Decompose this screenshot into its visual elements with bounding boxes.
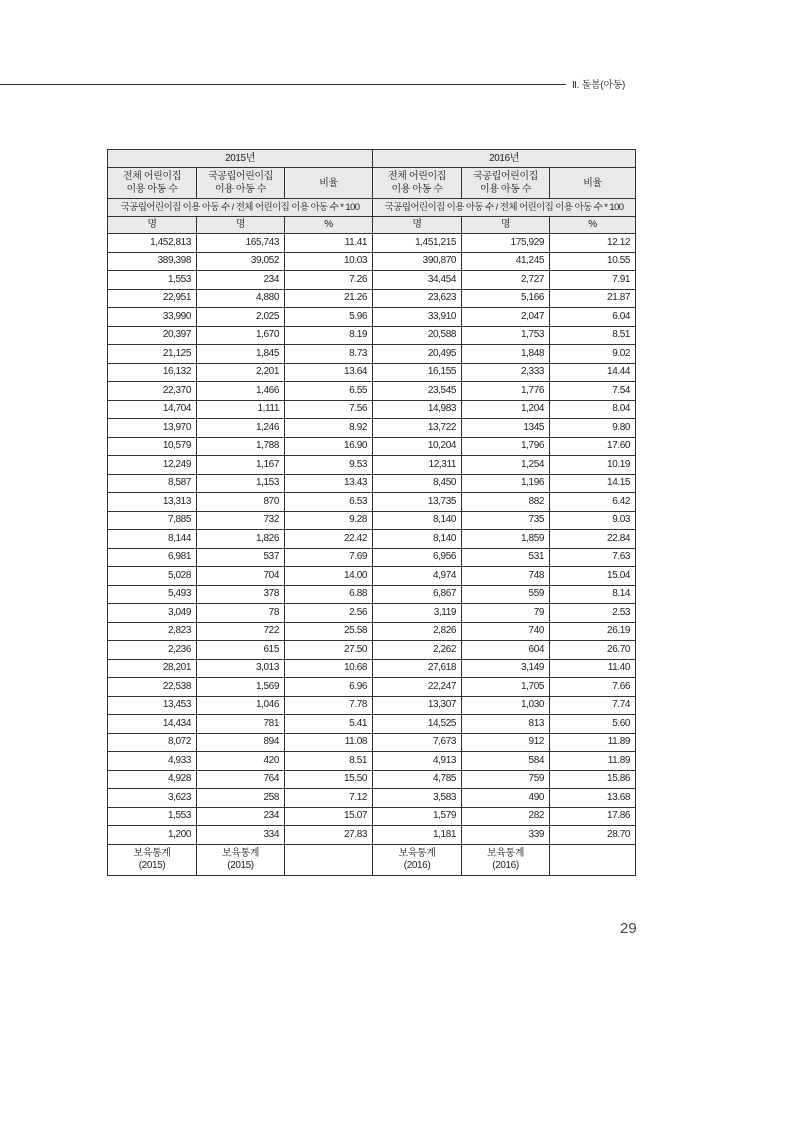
table-cell: 722 [197, 622, 285, 641]
table-cell: 1,826 [197, 530, 285, 549]
unit-cell: 명 [373, 217, 462, 234]
table-cell: 2,236 [108, 641, 197, 660]
table-cell: 882 [462, 493, 550, 512]
table-cell: 41,245 [462, 252, 550, 271]
table-cell: 5,028 [108, 567, 197, 586]
year-2015-header: 2015년 [108, 150, 373, 168]
table-cell: 8.51 [550, 326, 636, 345]
col-header-public-2016: 국공립어린이집 이용 아동 수 [462, 168, 550, 199]
table-row [108, 437, 636, 456]
unit-cell: 명 [462, 217, 550, 234]
table-cell: 16,155 [373, 363, 462, 382]
table-cell: 420 [197, 752, 285, 771]
table-cell: 14.15 [550, 474, 636, 493]
table-cell: 12,249 [108, 456, 197, 475]
table-cell: 1,466 [197, 382, 285, 401]
unit-cell: % [285, 217, 373, 234]
table-cell: 490 [462, 789, 550, 808]
table-cell: 10,579 [108, 437, 197, 456]
table-cell: 1,776 [462, 382, 550, 401]
table-cell: 2,826 [373, 622, 462, 641]
table-row [108, 696, 636, 715]
table-cell: 1,181 [373, 826, 462, 845]
table-cell: 5.96 [285, 308, 373, 327]
table-cell: 26.70 [550, 641, 636, 660]
table-cell: 1,153 [197, 474, 285, 493]
table-cell: 1,579 [373, 807, 462, 826]
table-cell: 4,974 [373, 567, 462, 586]
table-row [108, 363, 636, 382]
table-cell: 615 [197, 641, 285, 660]
table-cell: 10.68 [285, 659, 373, 678]
table-cell: 22,951 [108, 289, 197, 308]
table-cell: 14,434 [108, 715, 197, 734]
table-row [108, 326, 636, 345]
table-cell: 584 [462, 752, 550, 771]
table-cell: 5.41 [285, 715, 373, 734]
table-cell: 14,704 [108, 400, 197, 419]
table-cell: 6.88 [285, 585, 373, 604]
table-cell: 10.03 [285, 252, 373, 271]
table-cell: 732 [197, 511, 285, 530]
table-cell: 1,246 [197, 419, 285, 438]
table-row [108, 289, 636, 308]
source-cell [550, 844, 636, 875]
table-cell: 1,796 [462, 437, 550, 456]
table-row [108, 715, 636, 734]
unit-cell: 명 [108, 217, 197, 234]
table-cell: 175,929 [462, 234, 550, 253]
table-cell: 13.43 [285, 474, 373, 493]
table-cell: 1,569 [197, 678, 285, 697]
table-cell: 1,845 [197, 345, 285, 364]
table-cell: 9.53 [285, 456, 373, 475]
table-cell: 10.19 [550, 456, 636, 475]
table-cell: 13,722 [373, 419, 462, 438]
table-cell: 6.55 [285, 382, 373, 401]
table-cell: 870 [197, 493, 285, 512]
table-cell: 22,247 [373, 678, 462, 697]
table-cell: 8,140 [373, 530, 462, 549]
table-cell: 7.63 [550, 548, 636, 567]
table-row [108, 567, 636, 586]
table-cell: 282 [462, 807, 550, 826]
table-row [108, 345, 636, 364]
table-row [108, 308, 636, 327]
table-cell: 21.87 [550, 289, 636, 308]
table-cell: 12,311 [373, 456, 462, 475]
table-cell: 390,870 [373, 252, 462, 271]
table-cell: 8.73 [285, 345, 373, 364]
table-cell: 6,956 [373, 548, 462, 567]
table-cell: 3,049 [108, 604, 197, 623]
table-cell: 4,880 [197, 289, 285, 308]
table-cell: 813 [462, 715, 550, 734]
table-cell: 735 [462, 511, 550, 530]
column-header-row [108, 168, 636, 199]
table-cell: 27.50 [285, 641, 373, 660]
table-cell: 9.03 [550, 511, 636, 530]
table-row [108, 807, 636, 826]
table-cell: 8.14 [550, 585, 636, 604]
formula-2016: 국공립어린이집 이용 아동 수 / 전체 어린이집 이용 아동 수 * 100 [373, 199, 636, 217]
table-cell: 234 [197, 807, 285, 826]
table-row [108, 419, 636, 438]
table-cell: 9.80 [550, 419, 636, 438]
table-cell: 1,705 [462, 678, 550, 697]
table-cell: 21.26 [285, 289, 373, 308]
table-cell: 8,144 [108, 530, 197, 549]
source-cell: 보육통계 (2016) [462, 844, 550, 875]
table-cell: 4,785 [373, 770, 462, 789]
table-cell: 1,200 [108, 826, 197, 845]
table-cell: 7.74 [550, 696, 636, 715]
table-cell: 28,201 [108, 659, 197, 678]
table-cell: 15.86 [550, 770, 636, 789]
table-cell: 8.19 [285, 326, 373, 345]
table-cell: 7.69 [285, 548, 373, 567]
source-row [108, 844, 636, 875]
table-row [108, 548, 636, 567]
table-cell: 27.83 [285, 826, 373, 845]
table-cell: 13.64 [285, 363, 373, 382]
table-cell: 2.53 [550, 604, 636, 623]
table-cell: 1,046 [197, 696, 285, 715]
table-cell: 4,913 [373, 752, 462, 771]
statistics-table [107, 149, 636, 876]
table-cell: 11.89 [550, 752, 636, 771]
table-cell: 13.68 [550, 789, 636, 808]
table-cell: 25.58 [285, 622, 373, 641]
table-cell: 20,397 [108, 326, 197, 345]
table-row [108, 641, 636, 660]
table-row [108, 585, 636, 604]
year-header-row [108, 150, 636, 168]
table-row [108, 752, 636, 771]
table-cell: 11.89 [550, 733, 636, 752]
col-header-total-2015: 전체 어린이집 이용 아동 수 [108, 168, 197, 199]
table-cell: 537 [197, 548, 285, 567]
table-row [108, 400, 636, 419]
table-cell: 33,990 [108, 308, 197, 327]
table-cell: 7.26 [285, 271, 373, 290]
table-cell: 1345 [462, 419, 550, 438]
table-cell: 1,451,215 [373, 234, 462, 253]
formula-row [108, 199, 636, 217]
table-cell: 13,970 [108, 419, 197, 438]
col-header-ratio-2016: 비율 [550, 168, 636, 199]
table-cell: 1,030 [462, 696, 550, 715]
table-cell: 11.08 [285, 733, 373, 752]
table-cell: 3,623 [108, 789, 197, 808]
table-cell: 8.51 [285, 752, 373, 771]
source-cell: 보육통계 (2016) [373, 844, 462, 875]
col-header-ratio-2015: 비율 [285, 168, 373, 199]
table-cell: 604 [462, 641, 550, 660]
table-cell: 26.19 [550, 622, 636, 641]
table-cell: 20,588 [373, 326, 462, 345]
table-row [108, 252, 636, 271]
table-cell: 3,583 [373, 789, 462, 808]
table-cell: 2,047 [462, 308, 550, 327]
unit-row [108, 217, 636, 234]
table-cell: 13,453 [108, 696, 197, 715]
table-cell: 7.66 [550, 678, 636, 697]
table-cell: 5,166 [462, 289, 550, 308]
table-cell: 1,196 [462, 474, 550, 493]
table-cell: 1,553 [108, 271, 197, 290]
table-cell: 14.00 [285, 567, 373, 586]
table-cell: 3,149 [462, 659, 550, 678]
table-cell: 759 [462, 770, 550, 789]
table-cell: 7.56 [285, 400, 373, 419]
unit-cell: % [550, 217, 636, 234]
table-cell: 8,072 [108, 733, 197, 752]
table-cell: 258 [197, 789, 285, 808]
table-cell: 8,587 [108, 474, 197, 493]
table-row [108, 659, 636, 678]
table-cell: 2,025 [197, 308, 285, 327]
table-row [108, 826, 636, 845]
table-cell: 3,119 [373, 604, 462, 623]
table-row [108, 770, 636, 789]
table-cell: 912 [462, 733, 550, 752]
table-cell: 23,545 [373, 382, 462, 401]
table-cell: 1,553 [108, 807, 197, 826]
table-cell: 33,910 [373, 308, 462, 327]
table-cell: 6,981 [108, 548, 197, 567]
table-cell: 1,452,813 [108, 234, 197, 253]
table-cell: 389,398 [108, 252, 197, 271]
table-cell: 1,111 [197, 400, 285, 419]
table-cell: 1,753 [462, 326, 550, 345]
table-cell: 3,013 [197, 659, 285, 678]
table-cell: 1,859 [462, 530, 550, 549]
table-cell: 740 [462, 622, 550, 641]
table-cell: 13,735 [373, 493, 462, 512]
table-cell: 5.60 [550, 715, 636, 734]
table-cell: 781 [197, 715, 285, 734]
year-2016-header: 2016년 [373, 150, 636, 168]
chapter-title: Ⅱ. 돌봄(아동) [572, 80, 626, 91]
table-cell: 34,454 [373, 271, 462, 290]
col-header-public-2015: 국공립어린이집 이용 아동 수 [197, 168, 285, 199]
table-row [108, 382, 636, 401]
table-cell: 2,333 [462, 363, 550, 382]
table-row [108, 789, 636, 808]
table-cell: 6.04 [550, 308, 636, 327]
table-row [108, 530, 636, 549]
table-cell: 8,450 [373, 474, 462, 493]
table-cell: 28.70 [550, 826, 636, 845]
table-cell: 6.53 [285, 493, 373, 512]
table-cell: 9.28 [285, 511, 373, 530]
table-cell: 704 [197, 567, 285, 586]
table-cell: 22,538 [108, 678, 197, 697]
table-row [108, 622, 636, 641]
table-cell: 4,933 [108, 752, 197, 771]
table-cell: 10,204 [373, 437, 462, 456]
table-cell: 15.04 [550, 567, 636, 586]
table-cell: 11.40 [550, 659, 636, 678]
table-cell: 14.44 [550, 363, 636, 382]
table-cell: 8.92 [285, 419, 373, 438]
unit-cell: 명 [197, 217, 285, 234]
table-cell: 6.96 [285, 678, 373, 697]
table-row [108, 493, 636, 512]
table-cell: 8,140 [373, 511, 462, 530]
table-cell: 22,370 [108, 382, 197, 401]
table-cell: 1,788 [197, 437, 285, 456]
table-row [108, 456, 636, 475]
table-cell: 4,928 [108, 770, 197, 789]
table-cell: 2,727 [462, 271, 550, 290]
table-cell: 6,867 [373, 585, 462, 604]
header-rule [0, 84, 566, 85]
table-row [108, 733, 636, 752]
table-row [108, 234, 636, 253]
table-cell: 16.90 [285, 437, 373, 456]
table-cell: 21,125 [108, 345, 197, 364]
table-cell: 22.42 [285, 530, 373, 549]
table-cell: 9.02 [550, 345, 636, 364]
table-cell: 7.54 [550, 382, 636, 401]
table-cell: 7,673 [373, 733, 462, 752]
table-cell: 6.42 [550, 493, 636, 512]
table-cell: 20,495 [373, 345, 462, 364]
table-cell: 7,885 [108, 511, 197, 530]
table-cell: 339 [462, 826, 550, 845]
table-row [108, 604, 636, 623]
table-cell: 16,132 [108, 363, 197, 382]
table-cell: 13,313 [108, 493, 197, 512]
table-cell: 764 [197, 770, 285, 789]
table-cell: 559 [462, 585, 550, 604]
table-cell: 1,254 [462, 456, 550, 475]
source-cell: 보육통계 (2015) [108, 844, 197, 875]
table-cell: 27,618 [373, 659, 462, 678]
table-row [108, 511, 636, 530]
table-cell: 13,307 [373, 696, 462, 715]
table-cell: 17.60 [550, 437, 636, 456]
table-cell: 8.04 [550, 400, 636, 419]
table-cell: 1,204 [462, 400, 550, 419]
table-cell: 15.07 [285, 807, 373, 826]
table-cell: 2,262 [373, 641, 462, 660]
table-row [108, 474, 636, 493]
table-cell: 17.86 [550, 807, 636, 826]
table-cell: 1,848 [462, 345, 550, 364]
table-cell: 5,493 [108, 585, 197, 604]
table-cell: 165,743 [197, 234, 285, 253]
table-cell: 79 [462, 604, 550, 623]
table-row [108, 678, 636, 697]
col-header-total-2016: 전체 어린이집 이용 아동 수 [373, 168, 462, 199]
formula-2015: 국공립어린이집 이용 아동 수 / 전체 어린이집 이용 아동 수 * 100 [108, 199, 373, 217]
table-cell: 23,623 [373, 289, 462, 308]
table-cell: 1,167 [197, 456, 285, 475]
table-cell: 14,983 [373, 400, 462, 419]
table-cell: 7.91 [550, 271, 636, 290]
table-row [108, 271, 636, 290]
table-cell: 2,823 [108, 622, 197, 641]
table-cell: 10.55 [550, 252, 636, 271]
table-cell: 234 [197, 271, 285, 290]
table-cell: 1,670 [197, 326, 285, 345]
table-cell: 12.12 [550, 234, 636, 253]
table-cell: 894 [197, 733, 285, 752]
table-cell: 22.84 [550, 530, 636, 549]
table-cell: 7.12 [285, 789, 373, 808]
table-cell: 748 [462, 567, 550, 586]
table-cell: 11.41 [285, 234, 373, 253]
table-cell: 2,201 [197, 363, 285, 382]
table-cell: 2.56 [285, 604, 373, 623]
table-cell: 531 [462, 548, 550, 567]
table-cell: 7.78 [285, 696, 373, 715]
source-cell: 보육통계 (2015) [197, 844, 285, 875]
source-cell [285, 844, 373, 875]
table-cell: 15.50 [285, 770, 373, 789]
table-cell: 14,525 [373, 715, 462, 734]
table-cell: 334 [197, 826, 285, 845]
table-cell: 39,052 [197, 252, 285, 271]
page-number: 29 [620, 920, 637, 937]
table-cell: 378 [197, 585, 285, 604]
table-cell: 78 [197, 604, 285, 623]
